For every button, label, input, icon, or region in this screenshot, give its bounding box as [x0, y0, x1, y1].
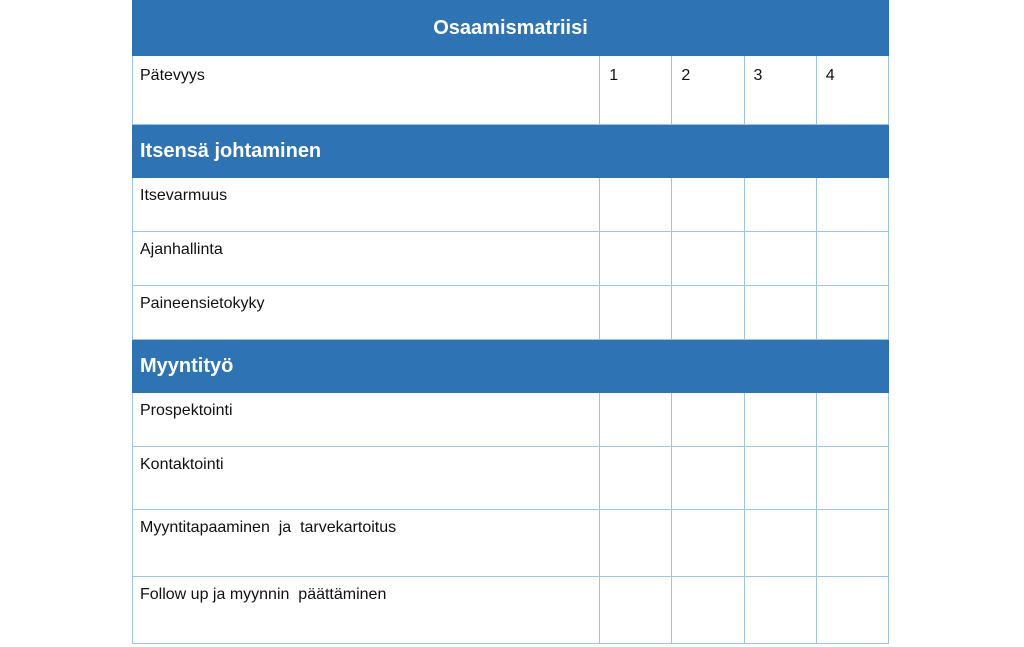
level-header-3: [744, 56, 816, 125]
rating-cell[interactable]: [816, 393, 888, 447]
rating-cell[interactable]: [600, 577, 672, 644]
competence-cell: [133, 286, 600, 340]
rating-cell[interactable]: [744, 510, 816, 577]
rating-cell[interactable]: [744, 577, 816, 644]
section-title: [133, 340, 889, 393]
competence-header: [133, 56, 600, 125]
rating-cell[interactable]: [744, 447, 816, 510]
table-row: [133, 393, 889, 447]
table-row: [133, 178, 889, 232]
section-title-label: Itsensä johtaminen: [140, 139, 322, 162]
rating-cell[interactable]: [672, 232, 744, 286]
rating-cell[interactable]: [672, 286, 744, 340]
rating-cell[interactable]: [600, 232, 672, 286]
competence-cell: [133, 178, 600, 232]
level-header-1: [600, 56, 672, 125]
section-title-label: Myyntityö: [140, 354, 234, 377]
table-row: [133, 577, 889, 644]
rating-cell[interactable]: [816, 178, 888, 232]
rating-cell[interactable]: [816, 577, 888, 644]
rating-cell[interactable]: [600, 510, 672, 577]
competence-cell: [133, 510, 600, 577]
competence-label: Ajanhallinta: [140, 241, 223, 258]
competence-label: Kontaktointi: [140, 456, 224, 473]
competence-matrix-table: [132, 0, 889, 644]
rating-cell[interactable]: [816, 286, 888, 340]
section-row: [133, 125, 889, 178]
competence-label: Paineensietokyky: [140, 295, 265, 312]
competence-cell: [133, 393, 600, 447]
matrix-title: Osaamismatriisi: [133, 1, 889, 56]
rating-cell[interactable]: [816, 232, 888, 286]
rating-cell[interactable]: [600, 447, 672, 510]
competence-cell: [133, 577, 600, 644]
level-header-2: [672, 56, 744, 125]
header-row: [133, 56, 889, 125]
competence-label: Prospektointi: [140, 402, 233, 419]
competence-label: Itsevarmuus: [140, 187, 228, 204]
rating-cell[interactable]: [744, 286, 816, 340]
title-row: [133, 1, 889, 56]
rating-cell[interactable]: [744, 393, 816, 447]
competence-header-label: Pätevyys: [140, 67, 205, 84]
rating-cell[interactable]: [744, 232, 816, 286]
table-row: [133, 447, 889, 510]
competence-cell: [133, 232, 600, 286]
rating-cell[interactable]: [600, 178, 672, 232]
rating-cell[interactable]: [672, 393, 744, 447]
section-row: [133, 340, 889, 393]
rating-cell[interactable]: [600, 286, 672, 340]
level-label: 1: [609, 67, 619, 84]
table-row: [133, 232, 889, 286]
level-label: 3: [753, 67, 763, 84]
competence-label: Follow up ja myynnin päättäminen: [140, 586, 387, 603]
level-label: 4: [825, 67, 835, 84]
rating-cell[interactable]: [672, 577, 744, 644]
section-title: [133, 125, 889, 178]
rating-cell[interactable]: [816, 447, 888, 510]
table-row: [133, 510, 889, 577]
competence-label: Myyntitapaaminen ja tarvekartoitus: [140, 519, 397, 536]
table-row: [133, 286, 889, 340]
rating-cell[interactable]: [672, 447, 744, 510]
rating-cell[interactable]: [672, 178, 744, 232]
rating-cell[interactable]: [744, 178, 816, 232]
level-label: 2: [681, 67, 691, 84]
rating-cell[interactable]: [816, 510, 888, 577]
rating-cell[interactable]: [672, 510, 744, 577]
level-header-4: [816, 56, 888, 125]
rating-cell[interactable]: [600, 393, 672, 447]
competence-cell: [133, 447, 600, 510]
